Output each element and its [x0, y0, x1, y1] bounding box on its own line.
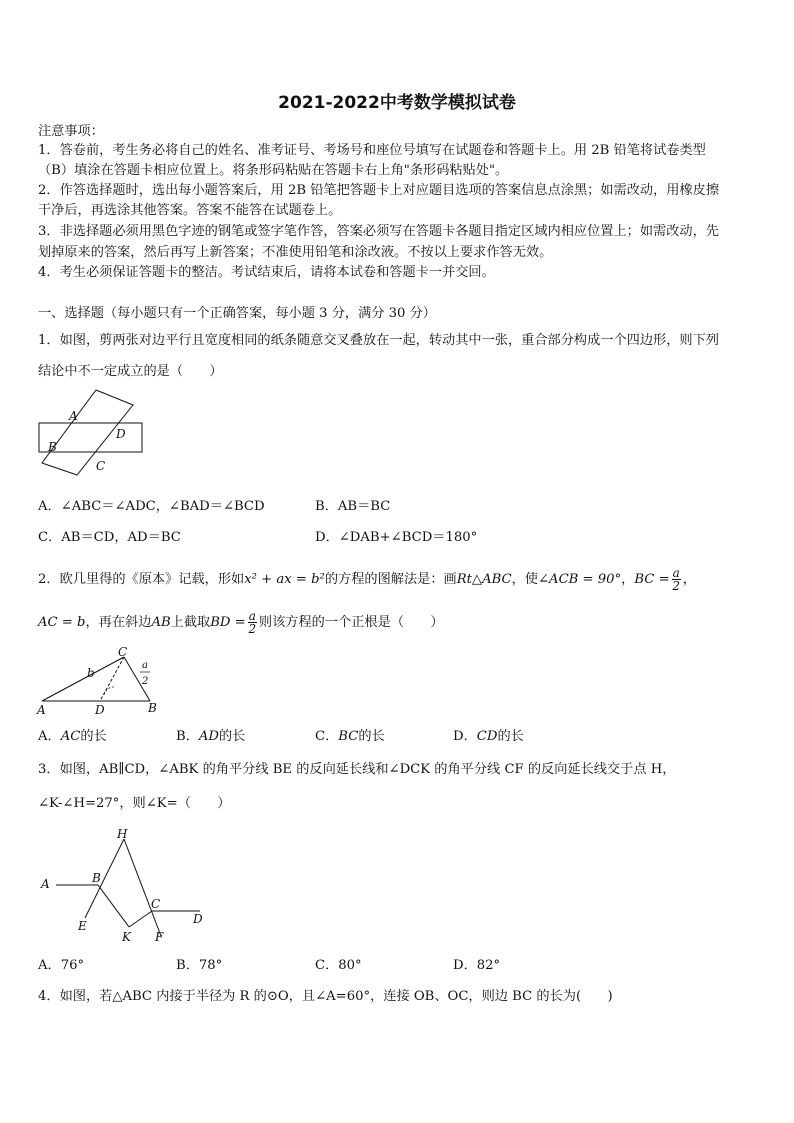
q2-fraction-2	[248, 610, 257, 635]
q2-text-part: ，再在斜边	[85, 615, 152, 630]
question-3-text: 3．如图，AB∥CD，∠ABK 的角平分线 BE 的反向延长线和∠DCK 的角平分线 CF 的反向延长线交于点 H，	[38, 762, 676, 777]
note-line: 4．考生必须保证答题卡的整洁。考试结束后，请将本试卷和答题卡一并交回。	[38, 265, 495, 280]
fig3-label-h: H	[117, 827, 128, 841]
note-line: 1．答卷前，考生务必将自己的姓名、准考证号、考场号和座位号填写在试题卷和答题卡上。用 2B 铅笔将试卷类型	[38, 143, 706, 158]
q2-option-c[interactable]	[315, 729, 385, 745]
q2-text-part: ，使	[511, 572, 538, 587]
q2-text-part: ，	[682, 572, 696, 587]
q2-bd: BD =	[210, 615, 246, 630]
question-3-text-2: ∠K-∠H=27°，则∠K=（ ）	[38, 796, 231, 811]
q1-option-c[interactable]: C．AB＝CD，AD＝BC	[38, 530, 181, 545]
q1-option-d[interactable]: D．∠DAB+∠BCD＝180°	[315, 530, 478, 545]
q3-option-d[interactable]: D．82°	[453, 958, 501, 973]
question-4-text: 4．如图，若△ABC 内接于半径为 R 的⊙O，且∠A=60°，连接 OB、OC，则边 BC 的长为( )	[38, 989, 613, 1004]
q2-equation: x² + ax = b²	[244, 572, 325, 587]
fraction-numerator: a	[672, 566, 680, 580]
question-2-text-2	[38, 610, 760, 635]
q2-option-d[interactable]	[453, 729, 524, 745]
option-letter: C．	[315, 729, 339, 744]
fig2-label-b: b	[87, 666, 95, 680]
fig1-label-a: A	[69, 409, 78, 423]
fig2-label-b-vertex: B	[148, 701, 157, 715]
q2-triangle: Rt△ABC	[456, 572, 512, 587]
q1-option-a[interactable]: A．∠ABC＝∠ADC，∠BAD＝∠BCD	[38, 499, 265, 514]
q3-option-c[interactable]: C．80°	[315, 958, 362, 973]
question-1-figure	[34, 386, 152, 478]
note-line: 2．作答选择题时，选出每小题答案后，用 2B 铅笔把答题卡上对应题目选项的答案信息点涂黑；如需改动，用橡皮擦	[38, 183, 720, 198]
fig2-label-a-vertex: A	[37, 703, 46, 717]
fig1-label-b: B	[48, 440, 57, 454]
option-letter: A．	[38, 729, 61, 744]
fig1-label-c: C	[96, 459, 106, 473]
fig3-label-a: A	[41, 877, 50, 891]
fraction-numerator: a	[248, 609, 256, 623]
q2-text-part: 则该方程的一个正根是（ ）	[258, 615, 444, 630]
question-2-text	[38, 567, 760, 592]
q2-option-a[interactable]	[38, 729, 107, 745]
notes-heading: 注意事项：	[38, 124, 104, 139]
fig1-label-d: D	[116, 427, 126, 441]
q2-bc: BC =	[634, 572, 670, 587]
fraction-denominator: 2	[248, 622, 257, 636]
option-letter: B．	[176, 729, 199, 744]
fig2-label-a: a	[142, 660, 148, 671]
question-2-figure	[34, 645, 164, 717]
q2-text-part: 2．欧几里得的《原本》记载，形如	[38, 572, 245, 587]
q2-text-part: 的方程的图解法是：画	[324, 572, 457, 587]
note-line: 干净后，再选涂其他答案。答案不能答在试题卷上。	[38, 203, 342, 218]
note-line: 3．非选择题必须用黑色字迹的钢笔或签字笔作答，答案必须写在答题卡各题目指定区域内相应位置上；如需改动，先	[38, 224, 719, 239]
option-suffix: 的长	[497, 729, 524, 744]
q3-option-a[interactable]: A．76°	[38, 958, 85, 973]
option-variable: AD	[198, 729, 219, 744]
page-title: 2021-2022中考数学模拟试卷	[278, 93, 516, 113]
fraction-denominator: 2	[672, 579, 681, 593]
option-variable: BC	[338, 729, 359, 744]
fig3-label-e: E	[78, 919, 87, 933]
option-variable: AC	[60, 729, 81, 744]
section-heading: 一、选择题（每小题只有一个正确答案，每小题 3 分，满分 30 分）	[38, 306, 436, 321]
note-line: （B）填涂在答题卡相应位置上。将条形码粘贴在答题卡右上角"条形码粘贴处"。	[38, 163, 509, 178]
q1-option-b[interactable]: B．AB＝BC	[315, 499, 391, 514]
fig3-label-c: C	[151, 897, 161, 911]
option-suffix: 的长	[80, 729, 107, 744]
fig3-label-k: K	[122, 930, 131, 944]
fig2-label-d: D	[95, 703, 105, 717]
q2-ab: AB	[151, 615, 171, 630]
question-1-text-2: 结论中不一定成立的是（ ）	[38, 364, 223, 379]
q2-option-b[interactable]	[176, 729, 245, 745]
question-3-figure	[34, 826, 214, 950]
q2-text-part: 上截取	[170, 615, 211, 630]
q2-angle: ∠ACB = 90°	[538, 572, 622, 587]
q3-option-b[interactable]: B．78°	[176, 958, 223, 973]
option-suffix: 的长	[219, 729, 246, 744]
note-line: 划掉原来的答案，然后再写上新答案；不准使用铅笔和涂改液。不按以上要求作答无效。	[38, 245, 553, 260]
fig3-label-f: F	[155, 930, 164, 944]
fig3-label-b: B	[92, 871, 101, 885]
option-suffix: 的长	[358, 729, 385, 744]
fig2-label-c: C	[118, 645, 128, 659]
fig3-label-d: D	[193, 912, 203, 926]
fig2-label-2: 2	[142, 676, 149, 687]
q2-text-part: ，	[621, 572, 635, 587]
q2-ac: AC = b	[38, 615, 86, 630]
question-1-text: 1．如图，剪两张对边平行且宽度相同的纸条随意交叉叠放在一起，转动其中一张，重合部分构成一个四边形，则下列	[38, 333, 719, 348]
option-letter: D．	[453, 729, 477, 744]
q2-fraction	[672, 567, 681, 592]
option-variable: CD	[476, 729, 498, 744]
